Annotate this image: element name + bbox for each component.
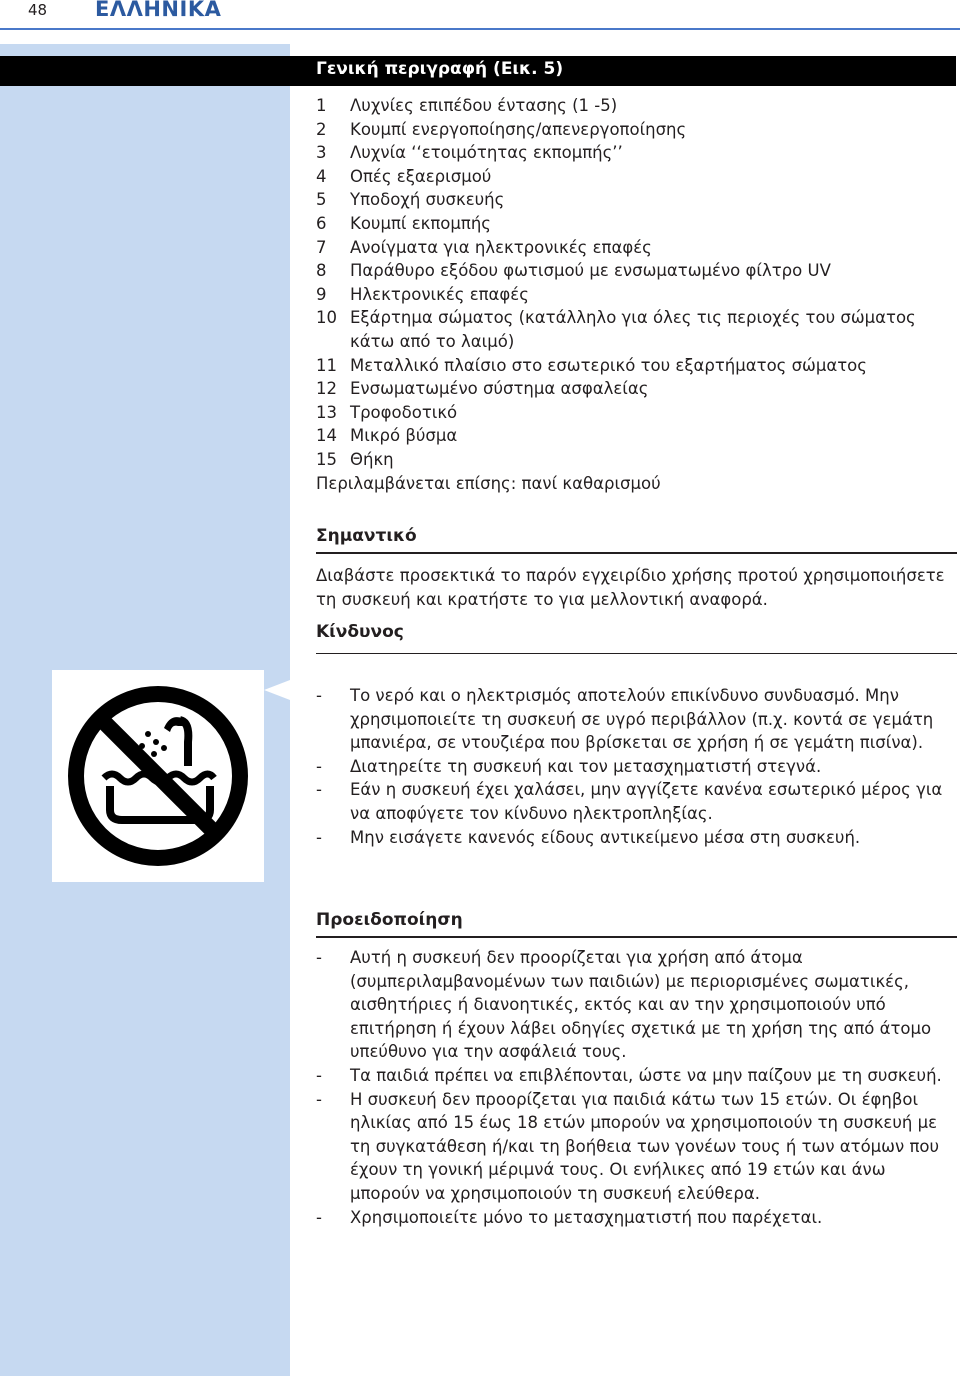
list-item [316,141,960,165]
list-item [316,188,960,212]
danger-rule [316,653,957,654]
callout-pointer [264,680,290,700]
bullet-text: Η συσκευή δεν προορίζεται για παιδιά κάτω των 15 ετών. Οι έφηβοι ηλικίας από 15 έως 18 ετών μπορούν να χρησιμοποιούν τη συσκευή με τη συγκατάθεση ή/και τη βοήθεια των γονέων τους ή των ατόμων που έχουν τη γονική μέριμνά τους. Οι ενήλικες από 19 ετών και άνω μπορούν να χρησιμοποιούν τη συσκευή ελεύθερα. [350,1089,940,1203]
bullet-text: Χρησιμοποιείτε μόνο το μετασχηματιστή που παρέχεται. [350,1207,823,1227]
list-item [316,283,960,307]
list-item [316,212,960,236]
item-text: Τροφοδοτικό [350,402,458,422]
list-item: - Το νερό και ο ηλεκτρισμός αποτελούν επικίνδυνο συνδυασμό. Μην χρησιμοποιείτε τη συσκευή σε υγρό περιβάλλον (π.χ. κοντά σε γεμάτη μπανιέρα, σε ντουζιέρα που βρίσκεται σε χρήση ή σε γεμάτη πισίνα). [316,686,934,753]
bullet-text: Τα παιδιά πρέπει να επιβλέπονται, ώστε να μην παίζουν με τη συσκευή. [350,1065,942,1085]
item-text: Ανοίγματα για ηλεκτρονικές επαφές [350,237,652,257]
item-number: 6 [316,213,327,233]
item-text: Κουμπί ενεργοποίησης/απενεργοποίησης [350,119,687,139]
item-text: Μεταλλικό πλαίσιο στο εσωτερικό του εξαρτήματος σώματος [350,355,867,375]
list-item: - Διατηρείτε τη συσκευή και τον μετασχηματιστή στεγνά. [316,756,822,776]
list-item: - Χρησιμοποιείτε μόνο το μετασχηματιστή που παρέχεται. [316,1207,823,1227]
list-item [316,424,960,448]
list-item: - Τα παιδιά πρέπει να επιβλέπονται, ώστε να μην παίζουν με τη συσκευή. [316,1065,942,1085]
bullet-text: Αυτή η συσκευή δεν προορίζεται για χρήση από άτομα (συμπεριλαμβανομένων των παιδιών) με περιορισμένες σωματικές, αισθητήριες ή διανοητικές, εκτός και αν την χρησιμοποιούν υπό επιτήρηση ή έχουν λάβει οδηγίες σχετικά με τη χρήση της από άτομο υπεύθυνο για την ασφάλειά τους. [350,948,932,1062]
list-item [316,236,960,260]
danger-list [316,684,960,849]
important-text: Διαβάστε προσεκτικά το παρόν εγχειρίδιο χρήσης προτού χρησιμοποιήσετε τη συσκευή και κρατήστε το για μελλοντική αναφορά. [316,566,945,609]
list-item [316,354,960,378]
list-item [316,259,960,283]
warning-heading: Προειδοποίηση [316,910,957,938]
list-item: - Μην εισάγετε κανενός είδους αντικείμενο μέσα στη συσκευή. [316,827,861,847]
item-text: Κουμπί εκπομπής [350,213,491,233]
item-number: 2 [316,119,327,139]
bullet-text: Το νερό και ο ηλεκτρισμός αποτελούν επικίνδυνο συνδυασμό. Μην χρησιμοποιείτε τη συσκευή σε υγρό περιβάλλον (π.χ. κοντά σε γεμάτη μπανιέρα, σε ντουζιέρα που βρίσκεται σε χρήση ή σε γεμάτη πισίνα). [350,686,934,753]
item-number: 8 [316,261,327,281]
list-item [316,118,960,142]
item-number: 3 [316,143,327,163]
no-water-bath-shower-icon [52,670,264,882]
item-text: Υποδοχή συσκευής [350,190,505,210]
list-item: - Εάν η συσκευή έχει χαλάσει, μην αγγίζετε κανένα εσωτερικό μέρος για να αποφύγετε τον κίνδυνο ηλεκτροπληξίας. [316,780,943,823]
list-item: - Η συσκευή δεν προορίζεται για παιδιά κάτω των 15 ετών. Οι έφηβοι ηλικίας από 15 έως 18 ετών μπορούν να χρησιμοποιούν τη συσκευή με τη συγκατάθεση ή/και τη βοήθεια των γονέων τους ή των ατόμων που έχουν τη γονική μέριμνά τους. Οι ενήλικες από 19 ετών και άνω μπορούν να χρησιμοποιούν τη συσκευή ελεύθερα. [316,1089,940,1203]
language-title: ΕΛΛΗΝΙΚΑ [95,0,222,21]
bullet-text: Εάν η συσκευή έχει χαλάσει, μην αγγίζετε κανένα εσωτερικό μέρος για να αποφύγετε τον κίνδυνο ηλεκτροπληξίας. [350,780,943,823]
also-included-text: Περιλαμβάνεται επίσης: πανί καθαρισμού [316,473,661,493]
item-number: 9 [316,284,327,304]
list-item [316,377,960,401]
item-number: 11 [316,355,337,375]
danger-heading: Κίνδυνος [316,622,404,642]
item-number: 1 [316,96,327,115]
item-text: Θήκη [350,449,394,469]
warning-list [316,946,960,1229]
item-text: Εξάρτημα σώματος (κατάλληλο για όλες τις περιοχές του σώματος κάτω από το λαιμό) [350,308,916,351]
list-item [316,94,960,118]
item-text: Οπές εξαερισμού [350,166,492,186]
list-item [316,306,960,353]
item-number: 14 [316,426,337,446]
bullet-text: Μην εισάγετε κανενός είδους αντικείμενο μέσα στη συσκευή. [350,827,861,847]
parts-list [316,94,960,495]
list-item [316,448,960,472]
item-number: 10 [316,308,337,328]
bullet-text: Διατηρείτε τη συσκευή και τον μετασχηματιστή στεγνά. [350,756,822,776]
list-item [316,165,960,189]
header-rule [0,28,960,30]
item-text: Ενσωματωμένο σύστημα ασφαλείας [350,379,649,399]
item-text: Ηλεκτρονικές επαφές [350,284,529,304]
item-text: Λυχνία ‘‘ετοιμότητας εκπομπής’’ [350,143,623,163]
item-number: 7 [316,237,327,257]
important-heading: Σημαντικό [316,526,957,554]
item-number: 12 [316,379,337,399]
item-number: 15 [316,449,337,469]
item-number: 13 [316,402,337,422]
item-text: Παράθυρο εξόδου φωτισμού με ενσωματωμένο φίλτρο UV [350,261,831,281]
item-number: 5 [316,190,327,210]
page-number: 48 [28,1,48,19]
list-item [316,401,960,425]
item-number: 4 [316,166,327,186]
item-text: Μικρό βύσμα [350,426,458,446]
list-item: - Αυτή η συσκευή δεν προορίζεται για χρήση από άτομα (συμπεριλαμβανομένων των παιδιών) με περιορισμένες σωματικές, αισθητήριες ή διανοητικές, εκτός και αν την χρησιμοποιούν υπό επιτήρηση ή έχουν λάβει οδηγίες σχετικά με τη χρήση της από άτομο υπεύθυνο για την ασφάλειά τους. [316,948,932,1062]
section-title: Γενική περιγραφή (Εικ. 5) [316,59,564,79]
item-text: Λυχνίες επιπέδου έντασης (1 -5) [350,96,618,115]
